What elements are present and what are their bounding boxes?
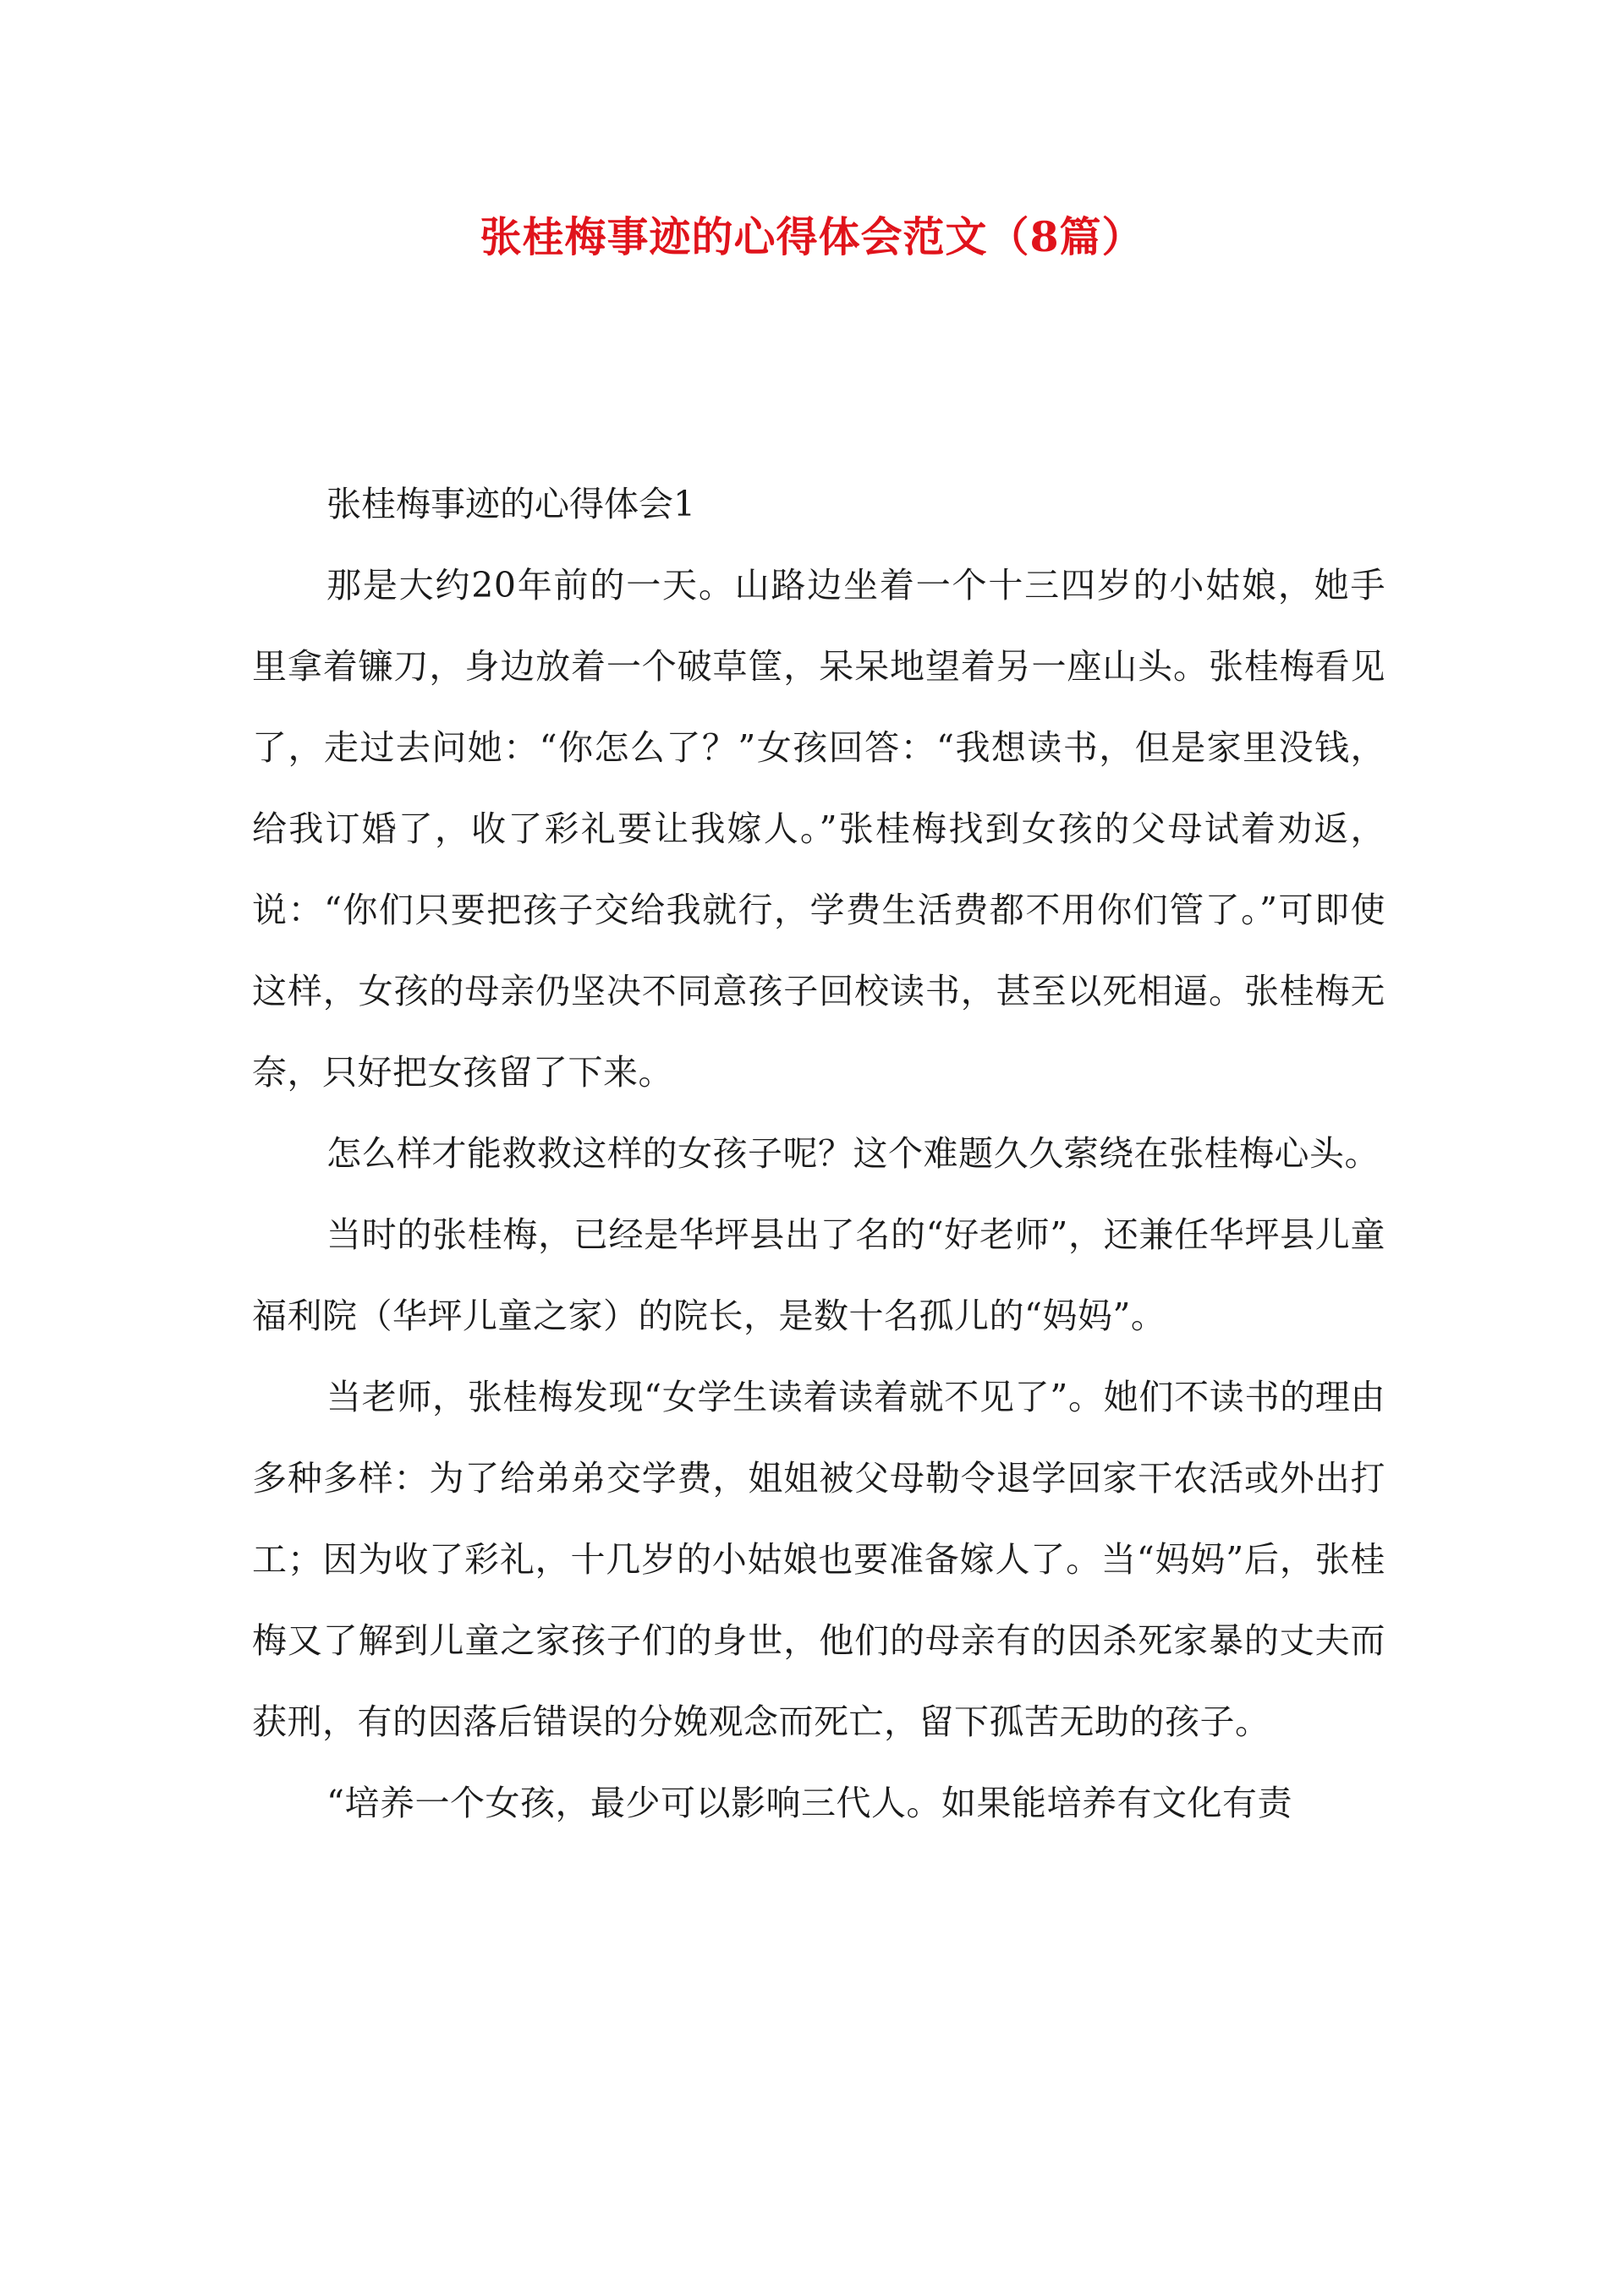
paragraph: 当时的张桂梅，已经是华坪县出了名的“好老师”，还兼任华坪县儿童福利院（华坪儿童之家）的院长，是数十名孤儿的“妈妈”。 — [252, 1214, 1385, 1336]
paragraph: 那是大约20年前的一天。山路边坐着一个十三四岁的小姑娘，她手里拿着镰刀，身边放着一个破草筐，呆呆地望着另一座山头。张桂梅看见了，走过去问她：“你怎么了？”女孩回答：“我想读书，但是家里没钱，给我订婚了，收了彩礼要让我嫁人。”张桂梅找到女孩的父母试着劝返，说：“你们只要把孩子交给我就行，学费生活费都不用你们管了。”可即使这样，女孩的母亲仍坚决不同意孩子回校读书，甚至以死相逼。张桂梅无奈，只好把女孩留了下来。 — [252, 565, 1385, 1093]
section-heading: 张桂梅事迹的心得体会1 — [326, 484, 696, 524]
paragraph: 当老师，张桂梅发现“女学生读着读着就不见了”。她们不读书的理由多种多样：为了给弟弟交学费，姐姐被父母勒令退学回家干农活或外出打工；因为收了彩礼，十几岁的小姑娘也要准备嫁人了。当“妈妈”后，张桂梅又了解到儿童之家孩子们的身世，他们的母亲有的因杀死家暴的丈夫而获刑，有的因落后错误的分娩观念而死亡，留下孤苦无助的孩子。 — [252, 1377, 1385, 1742]
paragraph: 怎么样才能救救这样的女孩子呢？这个难题久久萦绕在张桂梅心头。 — [326, 1133, 1380, 1174]
document-title: 张桂梅事迹的心得体会范文（8篇） — [480, 212, 1144, 261]
paragraph: “培养一个女孩，最少可以影响三代人。如果能培养有文化有责 — [326, 1783, 1292, 1823]
document-body — [252, 463, 1385, 1844]
